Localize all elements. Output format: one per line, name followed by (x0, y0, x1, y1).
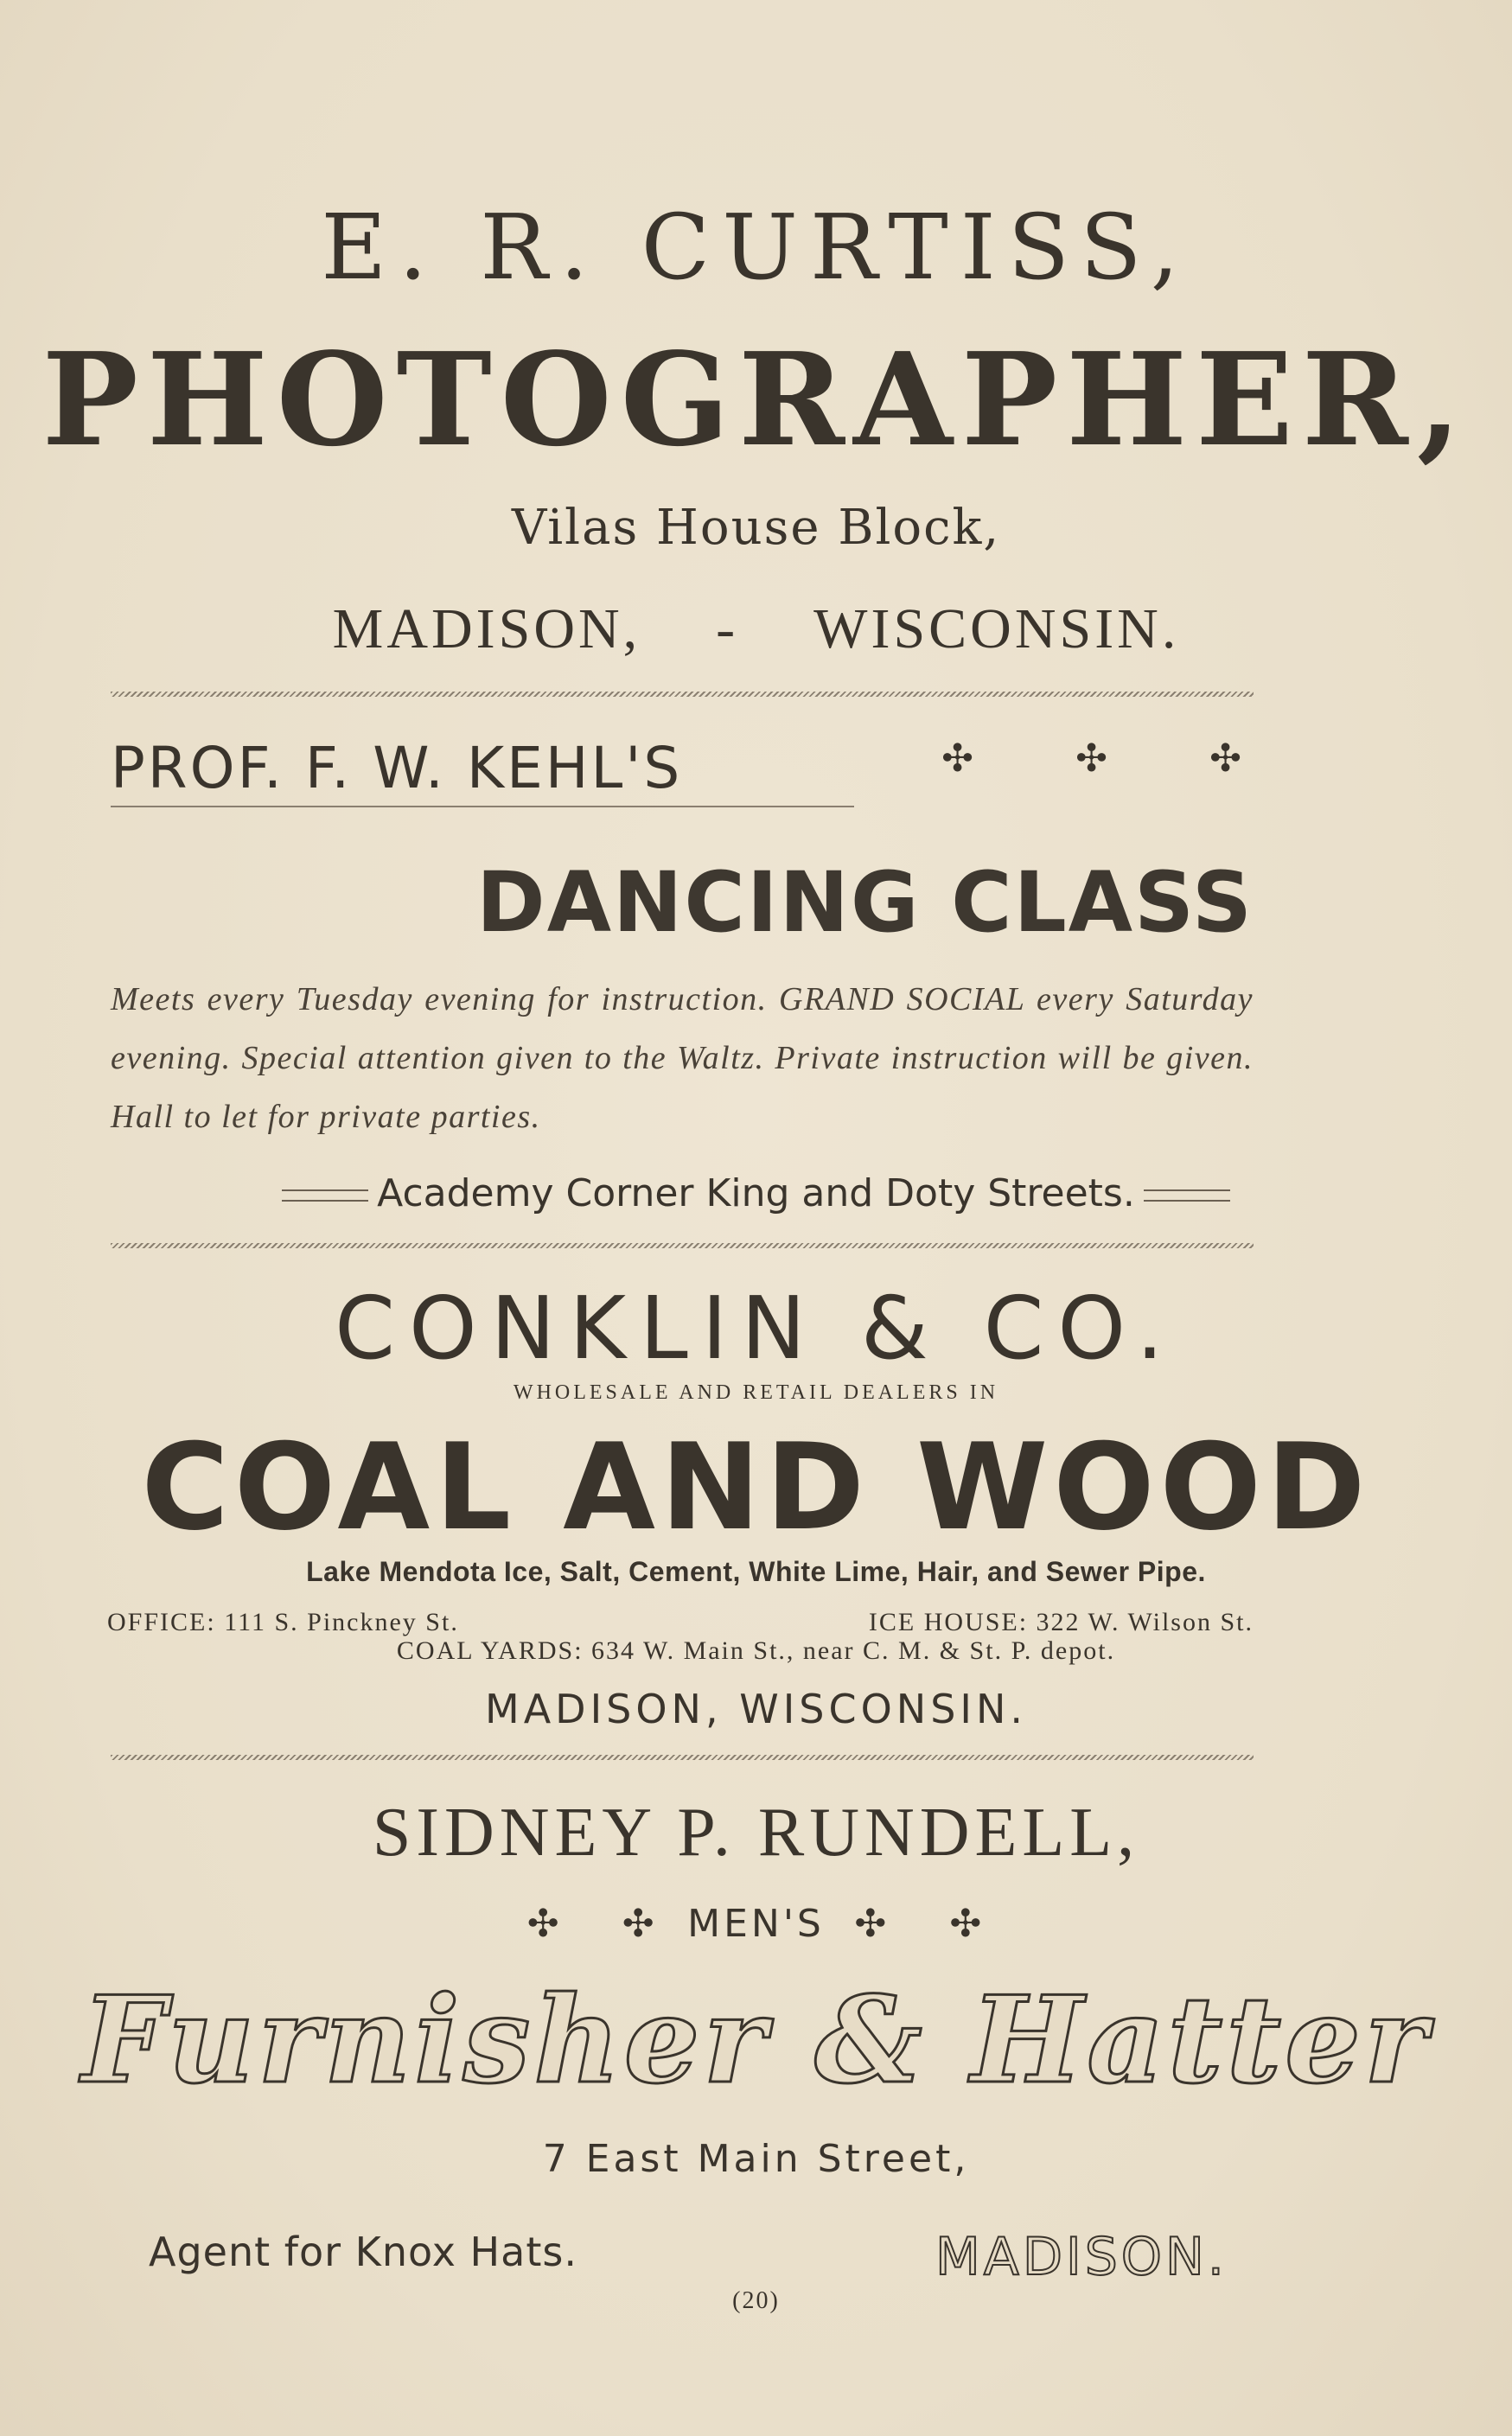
divider-rule (111, 1755, 1254, 1760)
curtiss-name: E. R. CURTISS, (321, 194, 1191, 300)
divider-rule (111, 1243, 1254, 1248)
curtiss-city: MADISON, (332, 597, 641, 660)
kehl-underline (111, 806, 854, 807)
double-rule (282, 1189, 368, 1202)
ornament-icon: ✣ (949, 1902, 986, 1946)
conklin-city: MADISON, WISCONSIN. (485, 1686, 1027, 1732)
curtiss-state: WISCONSIN. (813, 597, 1180, 660)
mens-label: MEN'S (687, 1902, 825, 1946)
rundell-city: MADISON. (935, 2227, 1228, 2287)
conklin-ice-house: ICE HOUSE: 322 W. Wilson St. (868, 1608, 1254, 1636)
ornament-icon: ✣ (622, 1902, 658, 1946)
page-number: (20) (732, 2287, 780, 2314)
mens-row (0, 1902, 1512, 1946)
curtiss-location (0, 596, 1512, 662)
conklin-office: OFFICE: 111 S. Pinckney St. (107, 1608, 459, 1636)
curtiss-profession: PHOTOGRAPHER, (41, 324, 1471, 475)
location-separator: - (716, 597, 739, 660)
kehl-name: PROF. F. W. KEHL'S (111, 735, 683, 801)
ornament-icon: ✣ (1075, 737, 1107, 781)
ornament-icon: ✣ (1209, 737, 1241, 781)
rundell-name: SIDNEY P. RUNDELL, (372, 1795, 1140, 1871)
conklin-coal-yards: COAL YARDS: 634 W. Main St., near C. M. & St. P. depot. (396, 1636, 1116, 1665)
dancing-description: Meets every Tuesday evening for instruction. GRAND SOCIAL every Saturday evening. Special attention given to the Waltz. Private instruction will be given. Hall to let for private parties. (111, 981, 1254, 1135)
academy-text: Academy Corner King and Doty Streets. (377, 1171, 1135, 1215)
rundell-trade: Furnisher & Hatter (81, 1969, 1431, 2110)
ornament-icon: ✣ (941, 737, 973, 781)
ornament-icon: ✣ (854, 1902, 890, 1946)
conklin-name: CONKLIN & CO. (335, 1278, 1177, 1379)
dancing-class-title: DANCING CLASS (476, 854, 1254, 951)
ornament-row (890, 737, 1292, 781)
rundell-agent: Agent for Knox Hats. (149, 2229, 577, 2275)
divider-rule (111, 692, 1254, 697)
curtiss-address: Vilas House Block, (511, 500, 1001, 556)
conklin-products: COAL AND WOOD (141, 1418, 1371, 1557)
conklin-extras: Lake Mendota Ice, Salt, Cement, White Lime, Hair, and Sewer Pipe. (306, 1556, 1206, 1587)
conklin-tagline: WHOLESALE AND RETAIL DEALERS IN (513, 1381, 999, 1404)
academy-location (0, 1171, 1512, 1215)
double-rule (1144, 1189, 1230, 1202)
rundell-street: 7 East Main Street, (542, 2137, 970, 2181)
ornament-icon: ✣ (526, 1902, 563, 1946)
